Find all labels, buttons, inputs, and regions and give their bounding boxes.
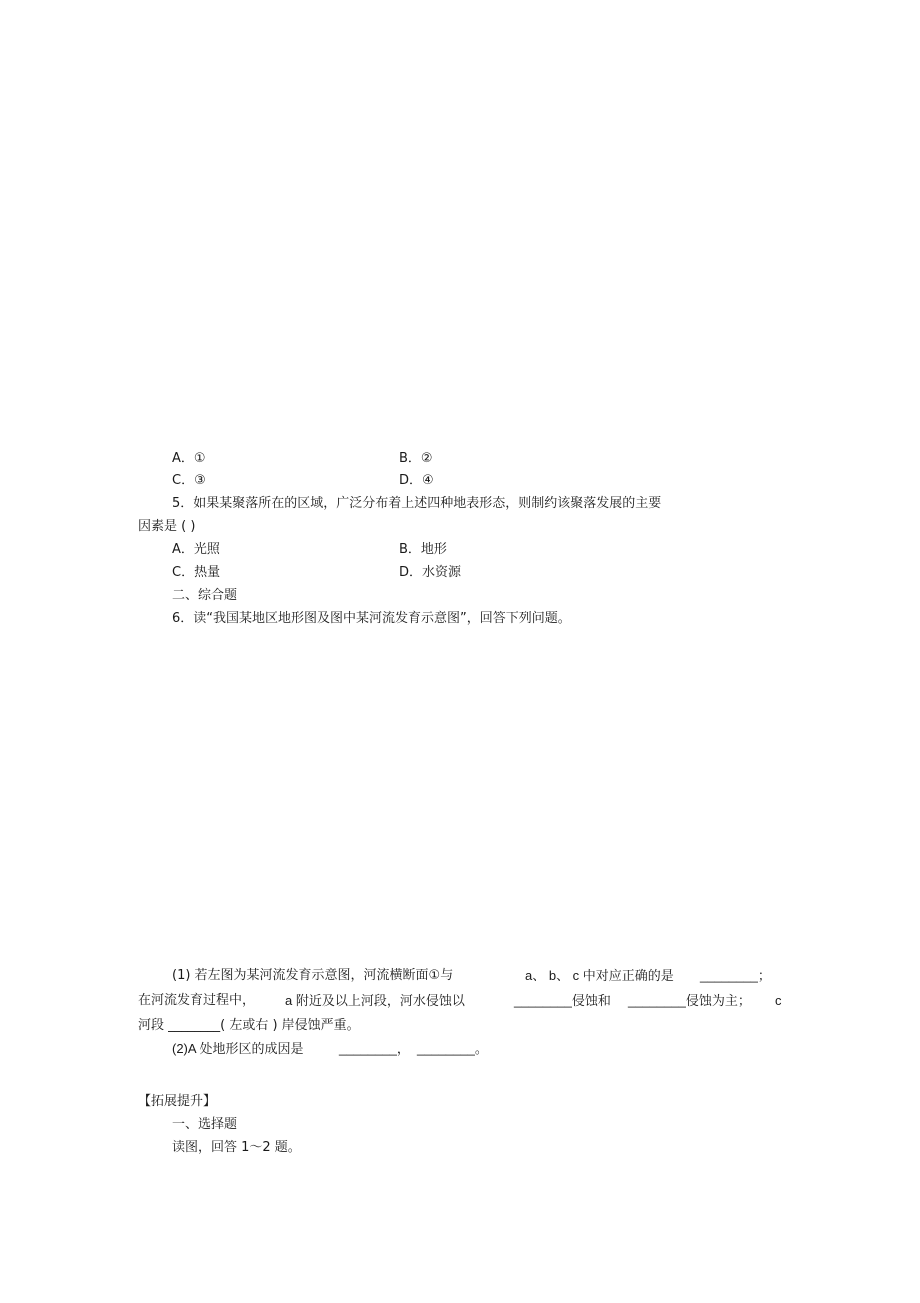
option-d: D．④ [399, 473, 434, 488]
extension-heading: 【拓展提升】 [138, 1094, 217, 1109]
part-1-blank1: ________； [700, 968, 771, 983]
part-1-seg8: c [775, 993, 782, 1008]
part-1-blank2: ________侵蚀和 [514, 993, 611, 1008]
extension-section-title: 一、选择题 [172, 1117, 238, 1132]
option-c: C．热量 [172, 565, 221, 580]
part-1-blank3: ________侵蚀为主； [628, 993, 751, 1008]
option-d: D．水资源 [399, 565, 462, 580]
part-1-seg5: a 附近及以上河段，河水侵蚀以 [285, 993, 465, 1008]
option-a: A．光照 [172, 542, 220, 557]
part-2-blank1: ________， [339, 1041, 410, 1056]
question-5-stem-line1: 5．如果某聚落所在的区域，广泛分布着上述四种地表形态，则制约该聚落发展的主要 [172, 496, 662, 511]
extension-instruction: 读图，回答 1～2 题。 [172, 1140, 301, 1155]
option-a: A．① [172, 451, 206, 466]
question-5-stem-line2: 因素是 ( ) [138, 519, 196, 534]
part-1-seg4: 在河流发育过程中， [138, 993, 256, 1008]
option-c: C．③ [172, 473, 206, 488]
part-1-seg9: 河段 ________( 左或右 ) 岸侵蚀严重。 [138, 1018, 360, 1033]
part-2-blank2: ________。 [417, 1041, 488, 1056]
option-b: B．地形 [399, 542, 447, 557]
part-1-seg1: (1) 若左图为某河流发育示意图，河流横断面①与 [172, 968, 454, 983]
part-1-seg2: a、 b、 c 中对应正确的是 [525, 968, 674, 983]
part-2-seg1: (2)A 处地形区的成因是 [172, 1041, 304, 1056]
question-6-stem: 6．读“我国某地区地形图及图中某河流发育示意图”，回答下列问题。 [172, 611, 571, 626]
section-title-comprehensive: 二、综合题 [172, 588, 238, 603]
option-b: B．② [399, 451, 433, 466]
